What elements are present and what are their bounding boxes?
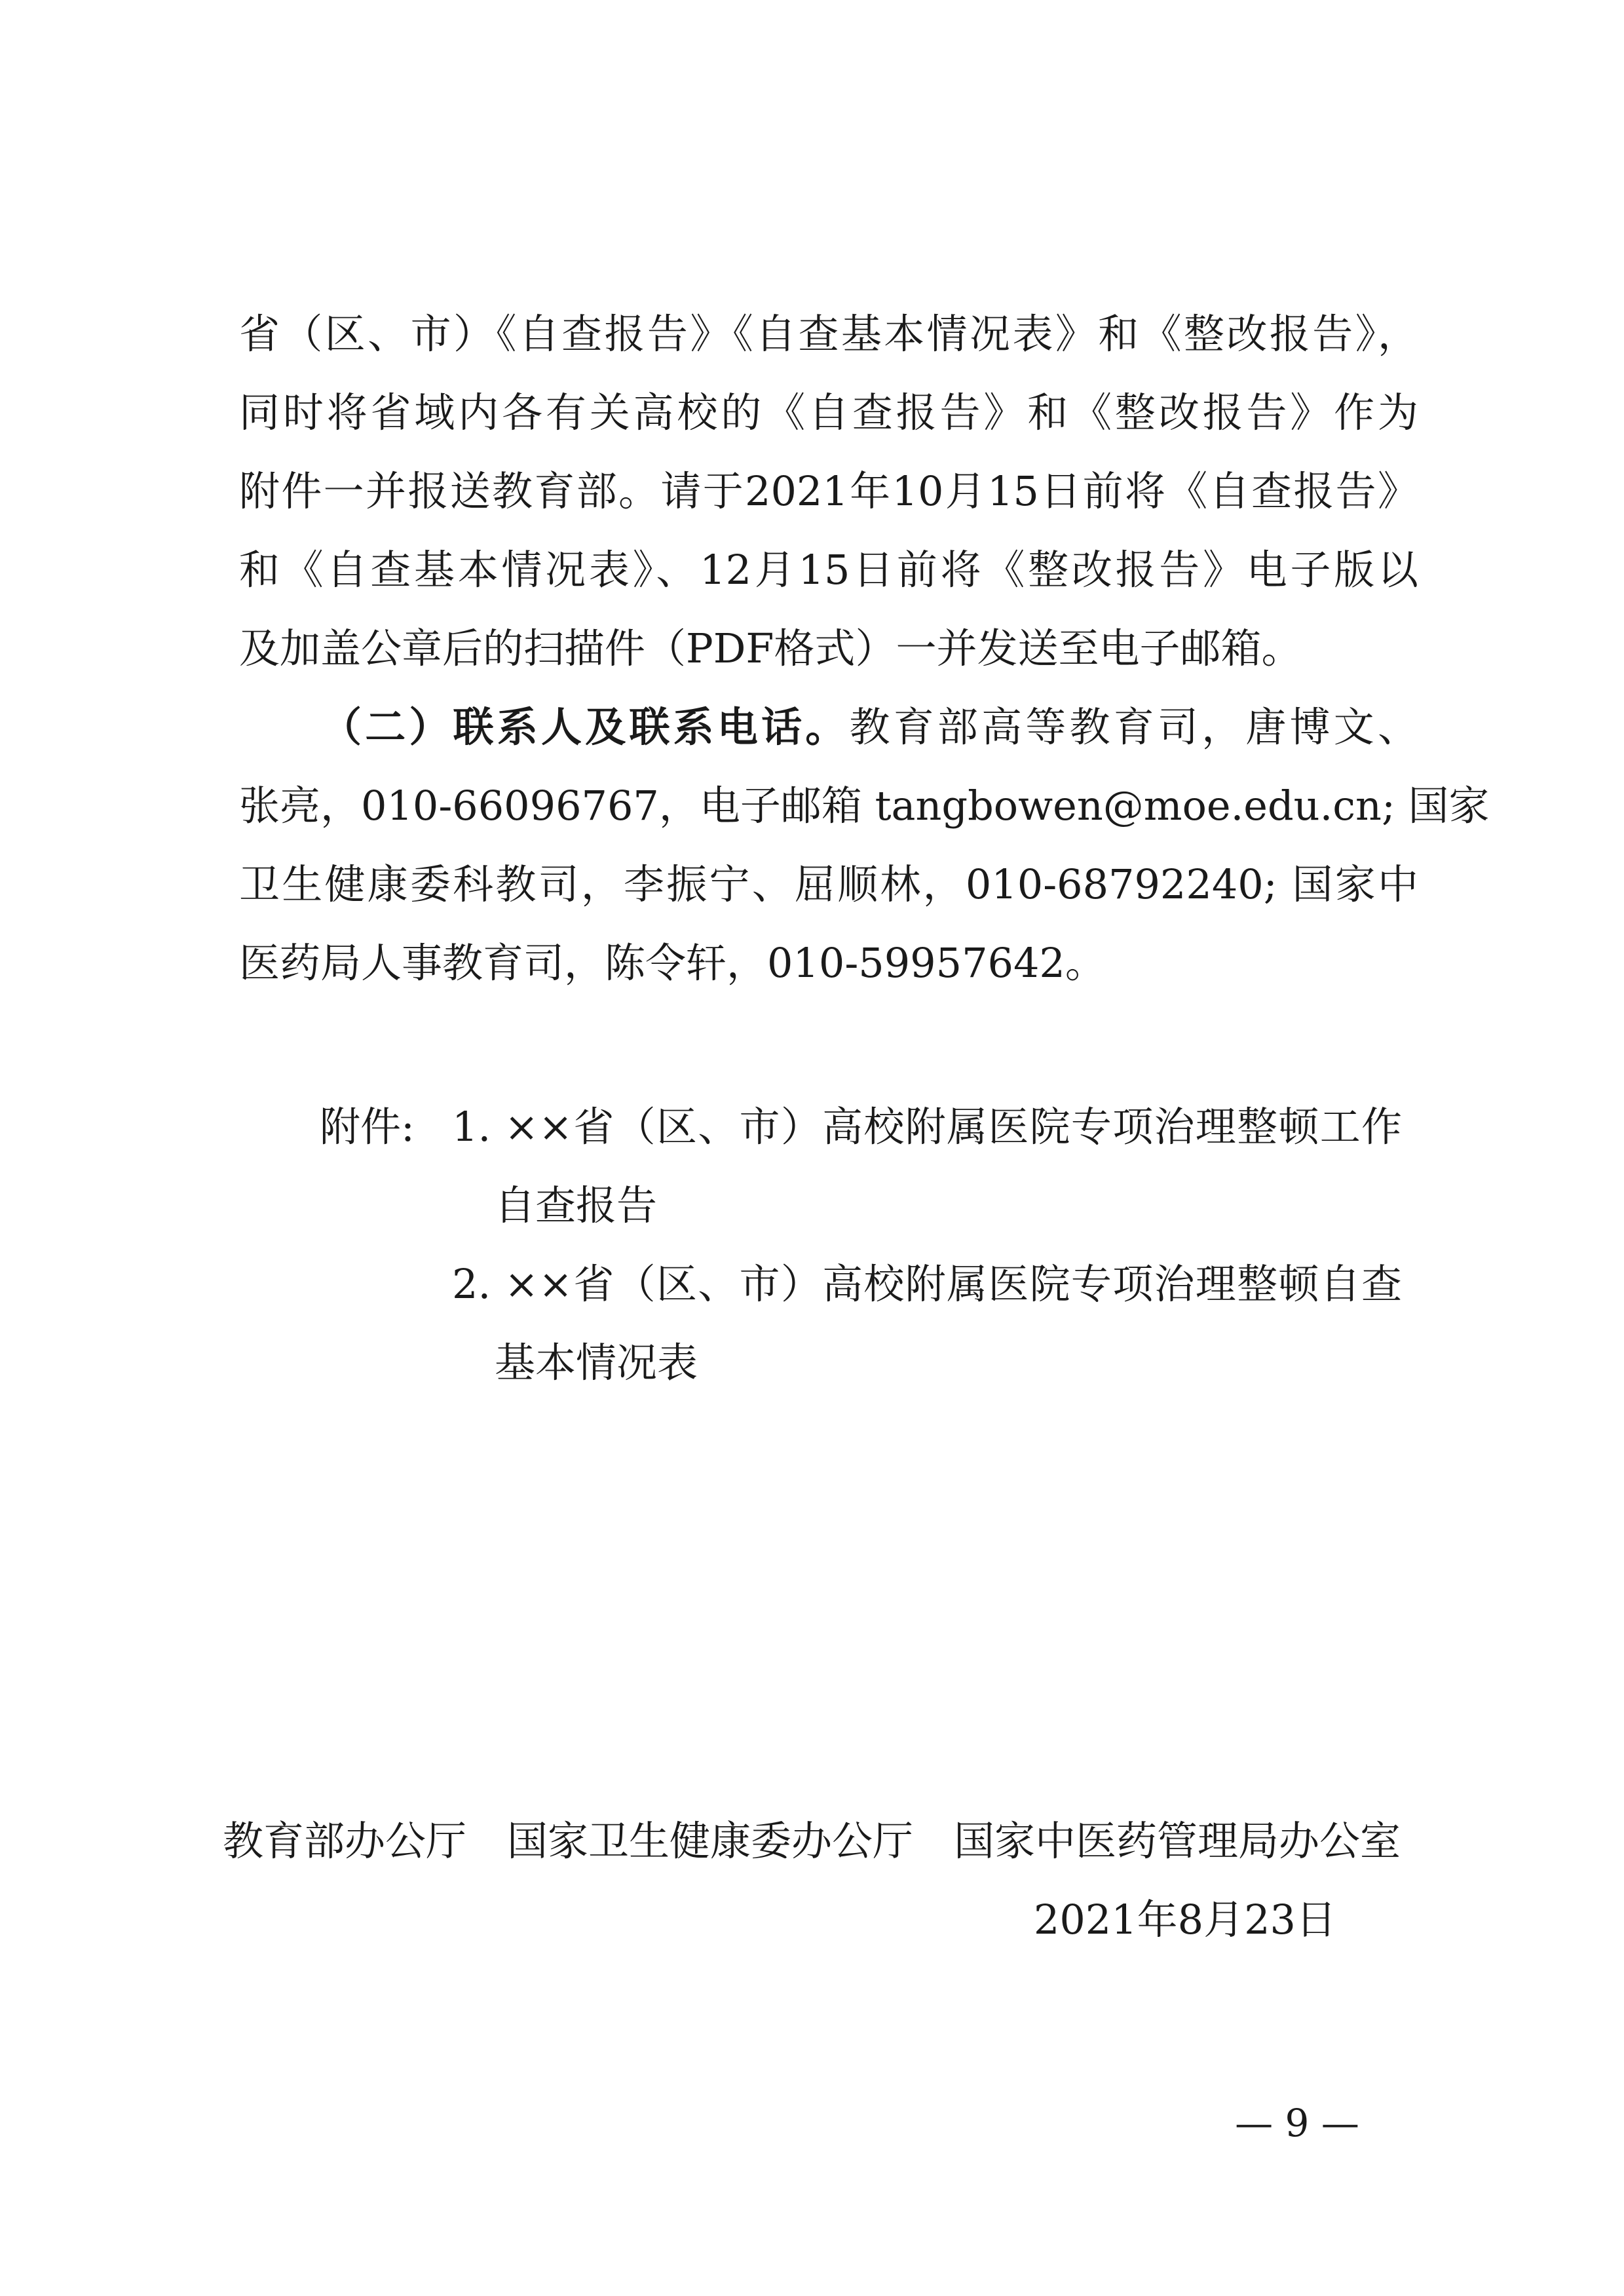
body-line: 省（区、市）《自查报告》《自查基本情况表》和《整改报告》， <box>239 310 1418 358</box>
body-line: 及加盖公章后的扫描件（PDF格式）一并发送至电子邮箱。 <box>239 624 1302 672</box>
body-line: 同时将省域内各有关高校的《自查报告》和《整改报告》作为 <box>239 389 1418 436</box>
issue-date: 2021年8月23日 <box>1033 1896 1336 1943</box>
body-line: 附件一并报送教育部。请于2021年10月15日前将《自查报告》 <box>239 467 1418 515</box>
issuing-offices: 教育部办公厅 国家卫生健康委办公厅 国家中医药管理局办公室 <box>223 1817 1401 1865</box>
attachments-label: 附件: <box>320 1103 415 1151</box>
body-line: 和《自查基本情况表》、12月15日前将《整改报告》电子版以 <box>239 546 1418 594</box>
body-text: 教育部高等教育司，唐博文、 <box>849 703 1418 751</box>
body-line-contact-heading <box>321 701 1418 754</box>
attachment-item-1: 1. ××省（区、市）高校附属医院专项治理整顿工作 <box>452 1103 1402 1151</box>
body-line: 卫生健康委科教司，李振宁、屈顺林，010-68792240; 国家中 <box>239 860 1418 908</box>
body-line: 医药局人事教育司，陈令轩，010-59957642。 <box>239 939 1106 987</box>
page-number: — 9 — <box>1235 2101 1359 2145</box>
section-heading: （二）联系人及联系电话。 <box>321 703 850 751</box>
attachment-item-2: 2. ××省（区、市）高校附属医院专项治理整顿自查 <box>452 1260 1402 1308</box>
attachment-item-2-cont: 基本情况表 <box>495 1339 698 1387</box>
attachment-item-1-cont: 自查报告 <box>495 1181 658 1229</box>
body-line: 张亮，010-66096767，电子邮箱 tangbowen@moe.edu.cn; 国家 <box>239 782 1490 830</box>
